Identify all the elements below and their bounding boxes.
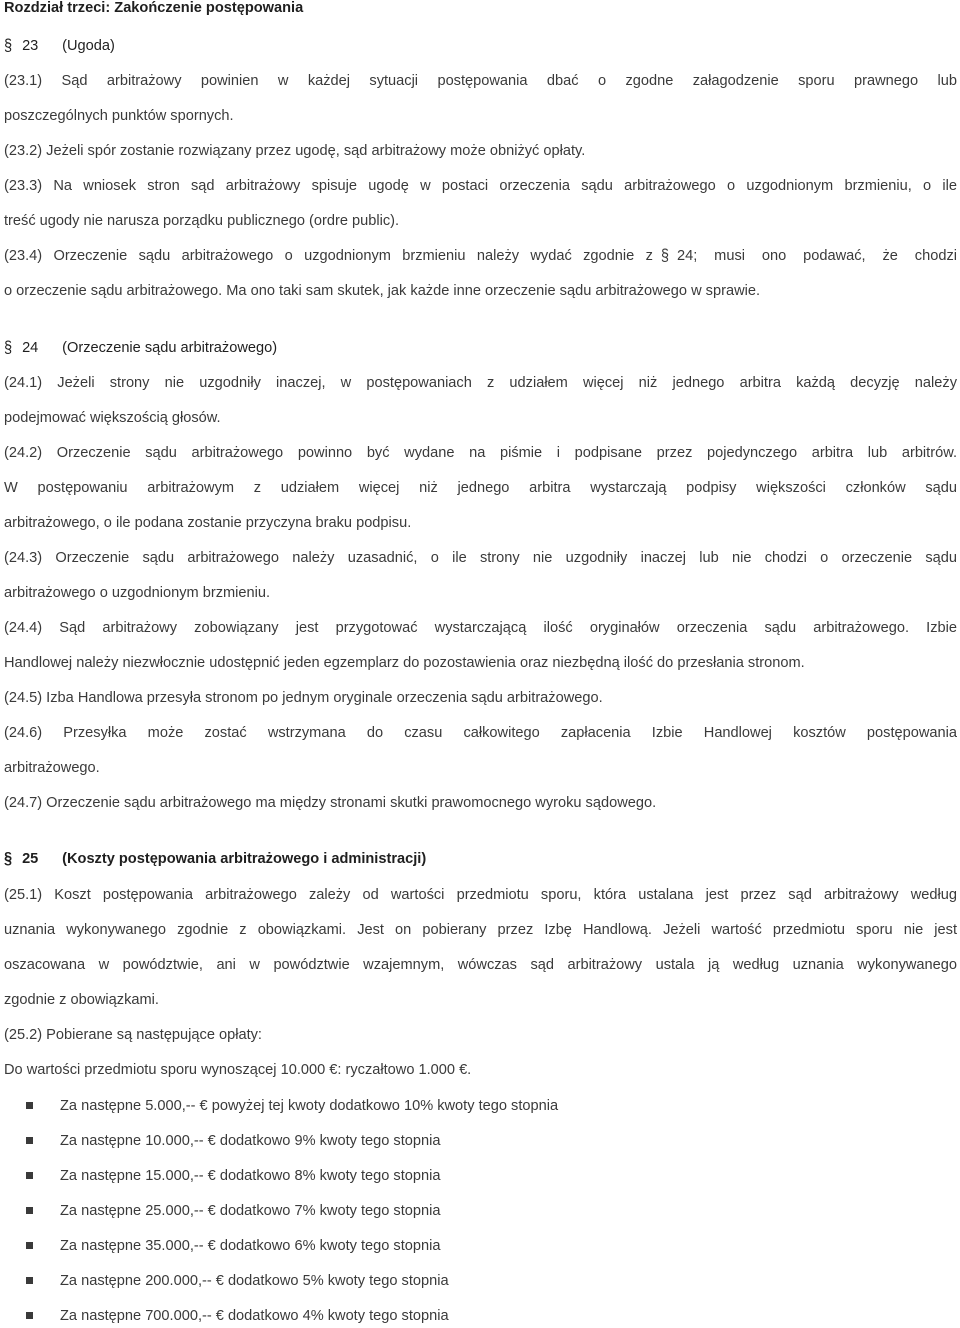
paragraph-23-3-line-2: treść ugody nie narusza porządku publicznego (ordre public). (4, 213, 400, 229)
list-item-text: Za następne 200.000,-- € dodatkowo 5% kwoty tego stopnia (60, 1273, 449, 1289)
bullet-square-icon (26, 1102, 33, 1109)
bullet-square-icon (26, 1277, 33, 1284)
base-fee-line: Do wartości przedmiotu sporu wynoszącej 10.000 €: ryczałtowo 1.000 €. (4, 1062, 472, 1078)
paragraph-24-4-line-1: (24.4) Sąd arbitrażowy zobowiązany jest przygotować wystarczającą ilość oryginałów orzeczenia sądu arbitrażowego. Izbie (4, 620, 957, 636)
paragraph-25-1-line-2: uznania wykonywanego zgodnie z obowiązkami. Jest on pobierany przez Izbę Handlową. Jeżeli wartość przedmiotu sporu nie jest (4, 922, 957, 938)
chapter-title: Rozdział trzeci: Zakończenie postępowania (4, 0, 304, 16)
section-number: 23 (22, 38, 39, 54)
paragraph-23-1-line-1: (23.1) Sąd arbitrażowy powinien w każdej sytuacji postępowania dbać o zgodne załagodzenie sporu prawnego lub (4, 73, 957, 89)
section-heading-23 (4, 36, 115, 56)
bullet-square-icon (26, 1172, 33, 1179)
section-title: (Orzeczenie sądu arbitrażowego) (62, 340, 278, 356)
paragraph-24-6-line-2: arbitrażowego. (4, 760, 100, 776)
paragraph-24-1-line-1: (24.1) Jeżeli strony nie uzgodniły inaczej, w postępowaniach z udziałem więcej niż jednego arbitra każdą decyzję należy (4, 375, 957, 391)
paragraph-24-3-line-2: arbitrażowego o uzgodnionym brzmieniu. (4, 585, 271, 601)
bullet-square-icon (26, 1312, 33, 1319)
paragraph-23-2: (23.2) Jeżeli spór zostanie rozwiązany przez ugodę, sąd arbitrażowy może obniżyć opłaty. (4, 143, 586, 159)
section-heading-24 (4, 338, 277, 358)
bullet-square-icon (26, 1207, 33, 1214)
paragraph-24-7: (24.7) Orzeczenie sądu arbitrażowego ma między stronami skutki prawomocnego wyroku sądowego. (4, 795, 657, 811)
section-number: 25 (22, 851, 39, 867)
list-item-text: Za następne 35.000,-- € dodatkowo 6% kwoty tego stopnia (60, 1238, 441, 1254)
paragraph-24-1-line-2: podejmować większością głosów. (4, 410, 221, 426)
section-heading-25 (4, 849, 426, 869)
bullet-square-icon (26, 1242, 33, 1249)
list-item-text: Za następne 5.000,-- € powyżej tej kwoty dodatkowo 10% kwoty tego stopnia (60, 1098, 559, 1114)
paragraph-24-5: (24.5) Izba Handlowa przesyła stronom po jednym oryginale orzeczenia sądu arbitrażowego. (4, 690, 603, 706)
list-item-text: Za następne 10.000,-- € dodatkowo 9% kwoty tego stopnia (60, 1133, 441, 1149)
paragraph-23-4-line-2: o orzeczenie sądu arbitrażowego. Ma ono taki sam skutek, jak każde inne orzeczenie sądu arbitrażowego w sprawie. (4, 283, 761, 299)
section-sign: § (4, 849, 13, 869)
bullet-square-icon (26, 1137, 33, 1144)
paragraph-24-2-line-1: (24.2) Orzeczenie sądu arbitrażowego powinno być wydane na piśmie i podpisane przez pojedynczego arbitra lub arbitrów. (4, 445, 957, 461)
paragraph-23-4-text-a: (23.4) Orzeczenie sądu arbitrażowego o uzgodnionym brzmieniu należy wydać zgodnie z (4, 248, 653, 264)
paragraph-23-1-line-2: poszczególnych punktów spornych. (4, 108, 234, 124)
list-item-text: Za następne 700.000,-- € dodatkowo 4% kwoty tego stopnia (60, 1308, 449, 1324)
paragraph-24-2-line-3: arbitrażowego, o ile podana zostanie przyczyna braku podpisu. (4, 515, 412, 531)
paragraph-23-4-text-b: 24; musi ono podawać, że chodzi (677, 248, 957, 264)
section-sign: § (4, 36, 13, 56)
section-number: 24 (22, 340, 39, 356)
paragraph-25-1-line-1: (25.1) Koszt postępowania arbitrażowego zależy od wartości przedmiotu sporu, która ustalana jest przez sąd arbitrażowy według (4, 887, 957, 903)
list-item-text: Za następne 15.000,-- € dodatkowo 8% kwoty tego stopnia (60, 1168, 441, 1184)
section-title: (Ugoda) (62, 38, 115, 54)
paragraph-24-2-line-2: W postępowaniu arbitrażowym z udziałem więcej niż jednego arbitra wystarczają podpisy większości członków sądu (4, 480, 957, 496)
section-title: (Koszty postępowania arbitrażowego i administracji) (62, 851, 427, 867)
paragraph-24-6-line-1: (24.6) Przesyłka może zostać wstrzymana do czasu całkowitego zapłacenia Izbie Handlowej kosztów postępowania (4, 725, 957, 741)
paragraph-24-4-line-2: Handlowej należy niezwłocznie udostępnić jeden egzemplarz do pozostawienia oraz niezbędną ilość do przesłania stronom. (4, 655, 805, 671)
section-sign-ref: § (660, 246, 669, 266)
paragraph-25-1-line-3: oszacowana w powództwie, ani w powództwie wzajemnym, wówczas sąd arbitrażowy ustala ją według uznania wykonywanego (4, 957, 957, 973)
paragraph-25-1-line-4: zgodnie z obowiązkami. (4, 992, 159, 1008)
paragraph-23-4-line-1 (4, 246, 957, 266)
paragraph-25-2: (25.2) Pobierane są następujące opłaty: (4, 1027, 262, 1043)
paragraph-24-3-line-1: (24.3) Orzeczenie sądu arbitrażowego należy uzasadnić, o ile strony nie uzgodniły inaczej lub nie chodzi o orzeczenie sądu (4, 550, 957, 566)
section-sign: § (4, 338, 13, 358)
list-item-text: Za następne 25.000,-- € dodatkowo 7% kwoty tego stopnia (60, 1203, 441, 1219)
paragraph-23-3-line-1: (23.3) Na wniosek stron sąd arbitrażowy spisuje ugodę w postaci orzeczenia sądu arbitrażowego o uzgodnionym brzmieniu, o ile (4, 178, 957, 194)
